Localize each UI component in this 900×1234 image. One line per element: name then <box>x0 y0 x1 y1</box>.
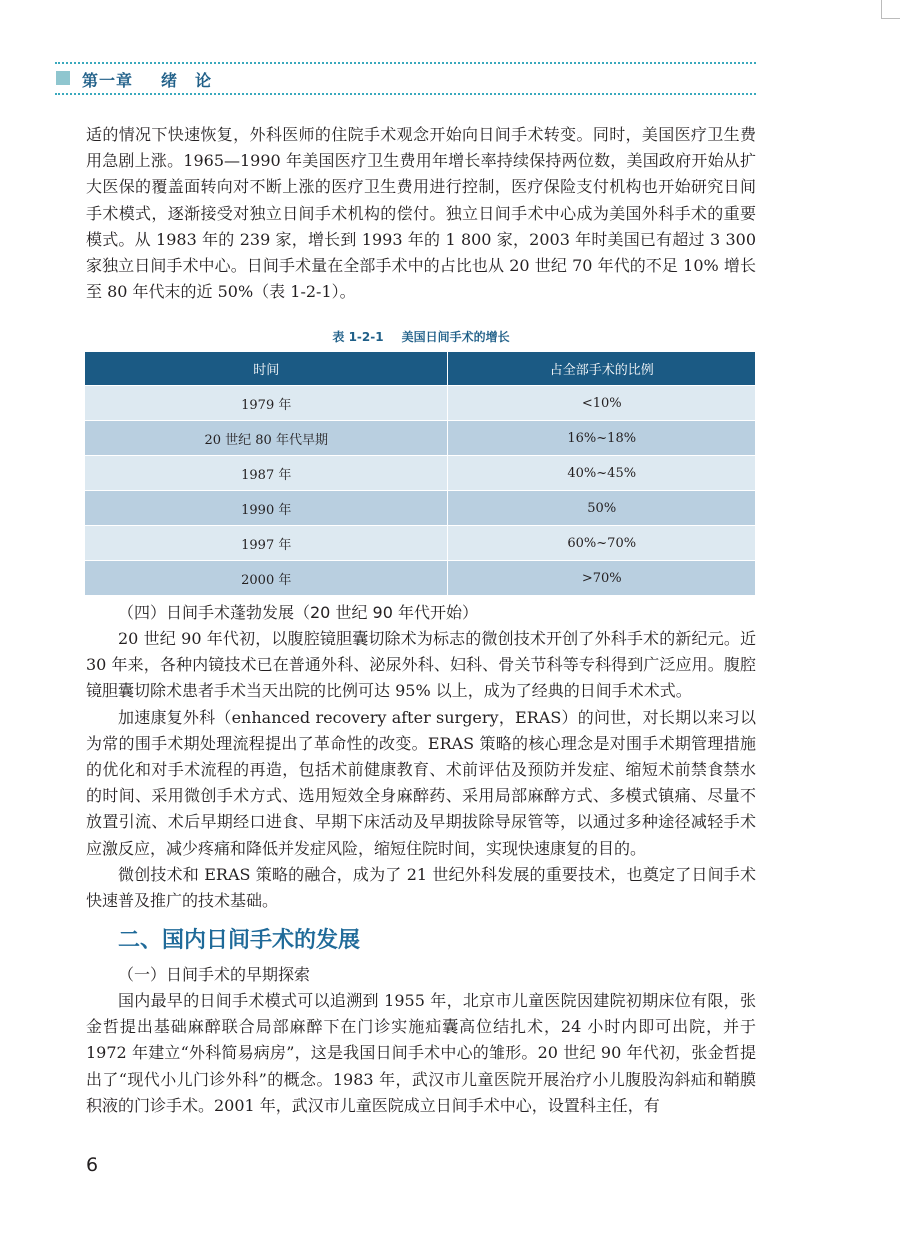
body-paragraph: 加速康复外科（enhanced recovery after surgery，ERAS）的问世，对长期以来习以为常的围手术期处理流程提出了革命性的改变。ERAS 策略的核心理念是对围手术期管理措施的优化和对手术流程的再造，包括术前健康教育、术前评估及预防并发症、缩短术前禁食禁水的时间、采用微创手术方式、选用短效全身麻醉药、采用局部麻醉方式、多模式镇痛、尽量不放置引流、术后早期经口进食、早期下床活动及早期拔除导尿管等，以通过多种途径减轻手术应激反应，减少疼痛和降低并发症风险，缩短住院时间，实现快速康复的目的。 <box>86 707 756 858</box>
chapter-number: 第一章 <box>82 71 134 90</box>
cell-time: 1997 年 <box>85 526 448 561</box>
cell-time: 2000 年 <box>85 561 448 596</box>
running-header <box>82 68 240 91</box>
column-header-ratio: 占全部手术的比例 <box>448 352 756 386</box>
intro-paragraph-block <box>86 122 756 305</box>
header-square-icon <box>56 71 70 85</box>
cell-ratio: 40%~45% <box>448 456 756 491</box>
cell-ratio: 16%~18% <box>448 421 756 456</box>
page-number: 6 <box>86 1154 99 1176</box>
cell-time: 1990 年 <box>85 491 448 526</box>
subsection-heading-1: （一）日间手术的早期探索 <box>118 965 311 984</box>
body-paragraph: 国内最早的日间手术模式可以追溯到 1955 年，北京市儿童医院因建院初期床位有限，张金哲提出基础麻醉联合局部麻醉下在门诊实施疝囊高位结扎术，24 小时内即可出院，并于 1972 年建立“外科简易病房”，这是我国日间手术中心的雏形。20 世纪 90 年代初，张金哲提出了“现代小儿门诊外科”的概念。1983 年，武汉市儿童医院开展治疗小儿腹股沟斜疝和鞘膜积液的门诊手术。2001 年，武汉市儿童医院成立日间手术中心，设置科主任，有 <box>86 991 756 1115</box>
body-paragraph: 20 世纪 90 年代初，以腹腔镜胆囊切除术为标志的微创技术开创了外科手术的新纪元。近 30 年来，各种内镜技术已在普通外科、泌尿外科、妇科、骨关节科等专科得到广泛应用。腹腔镜胆囊切除术患者手术当天出院的比例可达 95% 以上，成为了经典的日间手术术式。 <box>86 629 756 701</box>
table-row <box>85 456 756 491</box>
table-row <box>85 421 756 456</box>
subsection-heading-4: （四）日间手术蓬勃发展（20 世纪 90 年代开始） <box>118 603 478 622</box>
subsection-1-body <box>86 988 756 1119</box>
subsection-4-body <box>86 626 756 914</box>
crop-corner-mark <box>881 0 900 19</box>
table-row <box>85 561 756 596</box>
table-row <box>85 386 756 421</box>
table-row <box>85 491 756 526</box>
cell-time: 1987 年 <box>85 456 448 491</box>
ambulatory-surgery-growth-table <box>84 351 756 596</box>
table-caption-number: 表 1-2-1 <box>332 330 384 344</box>
table-header-row <box>85 352 756 386</box>
header-dotted-rule-bottom <box>55 93 756 95</box>
intro-paragraph: 适的情况下快速恢复，外科医师的住院手术观念开始向日间手术转变。同时，美国医疗卫生费用急剧上涨。1965—1990 年美国医疗卫生费用年增长率持续保持两位数，美国政府开始从扩大医保的覆盖面转向对不断上涨的医疗卫生费用进行控制，医疗保险支付机构也开始研究日间手术模式，逐渐接受对独立日间手术机构的偿付。独立日间手术中心成为美国外科手术的重要模式。从 1983 年的 239 家，增长到 1993 年的 1 800 家，2003 年时美国已有超过 3 300 家独立日间手术中心。日间手术量在全部手术中的占比也从 20 世纪 70 年代的不足 10% 增长至 80 年代末的近 50%（表 1-2-1）。 <box>86 125 756 302</box>
body-paragraph: 微创技术和 ERAS 策略的融合，成为了 21 世纪外科发展的重要技术，也奠定了日间手术快速普及推广的技术基础。 <box>86 864 756 911</box>
chapter-title: 绪 论 <box>161 71 213 90</box>
table-caption <box>86 328 756 345</box>
section-heading-2: 二、国内日间手术的发展 <box>118 928 361 953</box>
table-row <box>85 526 756 561</box>
cell-ratio: >70% <box>448 561 756 596</box>
cell-time: 1979 年 <box>85 386 448 421</box>
cell-time: 20 世纪 80 年代早期 <box>85 421 448 456</box>
table-caption-title: 美国日间手术的增长 <box>401 330 510 344</box>
cell-ratio: 50% <box>448 491 756 526</box>
cell-ratio: <10% <box>448 386 756 421</box>
header-dotted-rule-top <box>55 62 756 64</box>
column-header-time: 时间 <box>85 352 448 386</box>
cell-ratio: 60%~70% <box>448 526 756 561</box>
